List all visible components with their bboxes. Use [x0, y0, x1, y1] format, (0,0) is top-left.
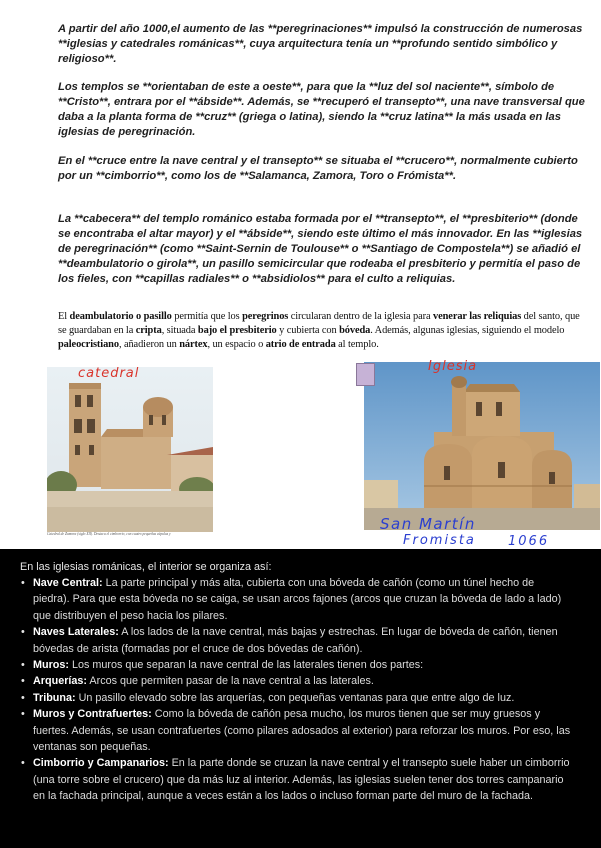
- handwritten-label-iglesia: Iglesia: [428, 359, 478, 374]
- summary-panel: [0, 549, 601, 848]
- note-paragraph-orientacion: Los templos se **orientaban de este a oeste**, para que la **luz del sol naciente**, símbolo de **Cristo**, entrara por el **ábside**. Además, se **recuperó el transepto**, una nave transversal que daba a la planta forma de **cruz** (griega o latina), siendo la **cruz latina** la más usada en las iglesias de peregrinación.: [58, 81, 585, 138]
- text-run: y cubierta con: [276, 325, 340, 337]
- list-text: En la parte donde se cruzan la nave central y el transepto suele haber un cimborrio (una torre sobre el crucero) que da más luz al interior. Además, las iglesias suelen tener dos torres campanario en la fachada principal, aunque a veces están a los lados o incluso forman parte del muro de la fachada.: [33, 757, 570, 803]
- note-paragraph-cabecera: La **cabecera** del templo románico estaba formada por el **transepto**, el **presbiterio** (donde se encontraba el altar mayor) y el **ábside**, siendo este último el más innovador. En las **iglesias de peregrinación** (como **Saint-Sernin de Toulouse** o **Santiago de Compostela**) se añadió el **deambulatorio o girola**, un pasillo semicircular que rodeaba el presbiterio y permitía el paso de los fieles, con **capillas radiales** o **absidiolos** para el culto a reliquias.: [58, 213, 583, 285]
- text-run: . Además, algunas iglesias, siguiendo el modelo: [370, 325, 565, 337]
- bold-term: nártex: [179, 339, 208, 351]
- list-item: [20, 673, 572, 689]
- list-item: [20, 755, 572, 804]
- list-term: Cimborrio y Campanarios:: [33, 757, 169, 770]
- text-run: al templo.: [335, 339, 379, 351]
- text-run: del santo, que se guardaban en la: [58, 311, 580, 337]
- text-run: permitía que los: [171, 311, 243, 322]
- bold-term: paleocristiano: [58, 339, 119, 351]
- bold-term: atrio de entrada: [265, 339, 336, 351]
- handwritten-label-catedral: catedral: [78, 366, 140, 381]
- list-text: Los muros que separan la nave central de las laterales tienen dos partes:: [69, 659, 424, 672]
- list-text: La parte principal y más alta, cubierta con una bóveda de cañón (como un túnel hecho de piedra). Para que esta bóveda no se caiga, se usan arcos fajones (arcos que cruzan la bóveda de lado a lado) que distribuyen el peso hacia los pilares.: [33, 577, 562, 622]
- bold-term: venerar las reliquias: [433, 311, 522, 322]
- bold-term: bóveda: [339, 325, 371, 337]
- handwritten-note-year: 1066: [508, 534, 550, 549]
- text-run: , situada: [161, 325, 198, 337]
- summary-intro: En las iglesias románicas, el interior se organiza así:: [20, 561, 272, 573]
- text-run: , añadieron un: [118, 339, 180, 351]
- text-run: El: [58, 311, 70, 322]
- list-item: [20, 624, 572, 657]
- photo-caption: Catedral de Zamora (siglo XII). Destaca el cimborrio, con cuatro pequeñas cúpulas y: [47, 532, 171, 536]
- handwritten-note-san-martin: San Martín: [380, 515, 476, 533]
- list-item: [20, 706, 572, 755]
- text-run: , un espacio o: [207, 339, 266, 351]
- list-item: [20, 575, 572, 624]
- sticky-marker: [356, 363, 375, 386]
- zamora-cathedral-photo: [47, 367, 213, 532]
- summary-list: [20, 575, 572, 805]
- list-text: Un pasillo elevado sobre las arquerías, con pequeñas ventanas para que entre algo de luz.: [75, 691, 515, 704]
- list-item: [20, 690, 572, 706]
- fromista-church-photo: [364, 362, 600, 530]
- bold-term: deambulatorio o pasillo: [69, 311, 172, 322]
- textbook-paragraph: [58, 310, 590, 353]
- bold-term: cripta: [135, 325, 162, 337]
- list-term: Muros:: [33, 659, 69, 672]
- text-run: circularan dentro de la iglesia para: [288, 311, 434, 322]
- note-paragraph-crucero: En el **cruce entre la nave central y el transepto** se situaba el **crucero**, normalmente cubierto por un **cimborrio**, como los de **Salamanca, Zamora, Toro o Frómista**.: [58, 155, 578, 182]
- list-term: Arquerías:: [33, 675, 88, 688]
- list-text: A los lados de la nave central, más bajas y estrechas. En lugar de bóveda de cañón, tienen bóvedas de arista (formadas por el cruce de dos bóvedas de cañón).: [33, 626, 558, 655]
- note-paragraph-peregrinaciones: A partir del año 1000,el aumento de las **peregrinaciones** impulsó la construcción de numerosas **iglesias y catedrales románicas**, cuya arquitectura tenía un **profundo sentido simbólico y religioso**.: [58, 23, 583, 65]
- list-text: Arcos que permiten pasar de la nave central a las laterales.: [87, 675, 374, 688]
- bold-term: bajo el presbiterio: [197, 325, 277, 337]
- list-term: Nave Central:: [33, 577, 103, 589]
- list-text: Como la bóveda de cañón pesa mucho, los muros tienen que ser muy gruesos y fuertes. Además, se usan contrafuertes (como pilares adosados al exterior) para reforzar los muros. Por eso, las ventanas son pequeñas.: [33, 708, 571, 754]
- list-term: Naves Laterales:: [33, 626, 119, 639]
- bold-term: peregrinos: [242, 311, 289, 322]
- handwritten-note-fromista: Fromista: [403, 533, 476, 548]
- list-item: [20, 657, 572, 673]
- list-term: Tribuna:: [33, 691, 76, 704]
- list-term: Muros y Contrafuertes:: [33, 708, 152, 721]
